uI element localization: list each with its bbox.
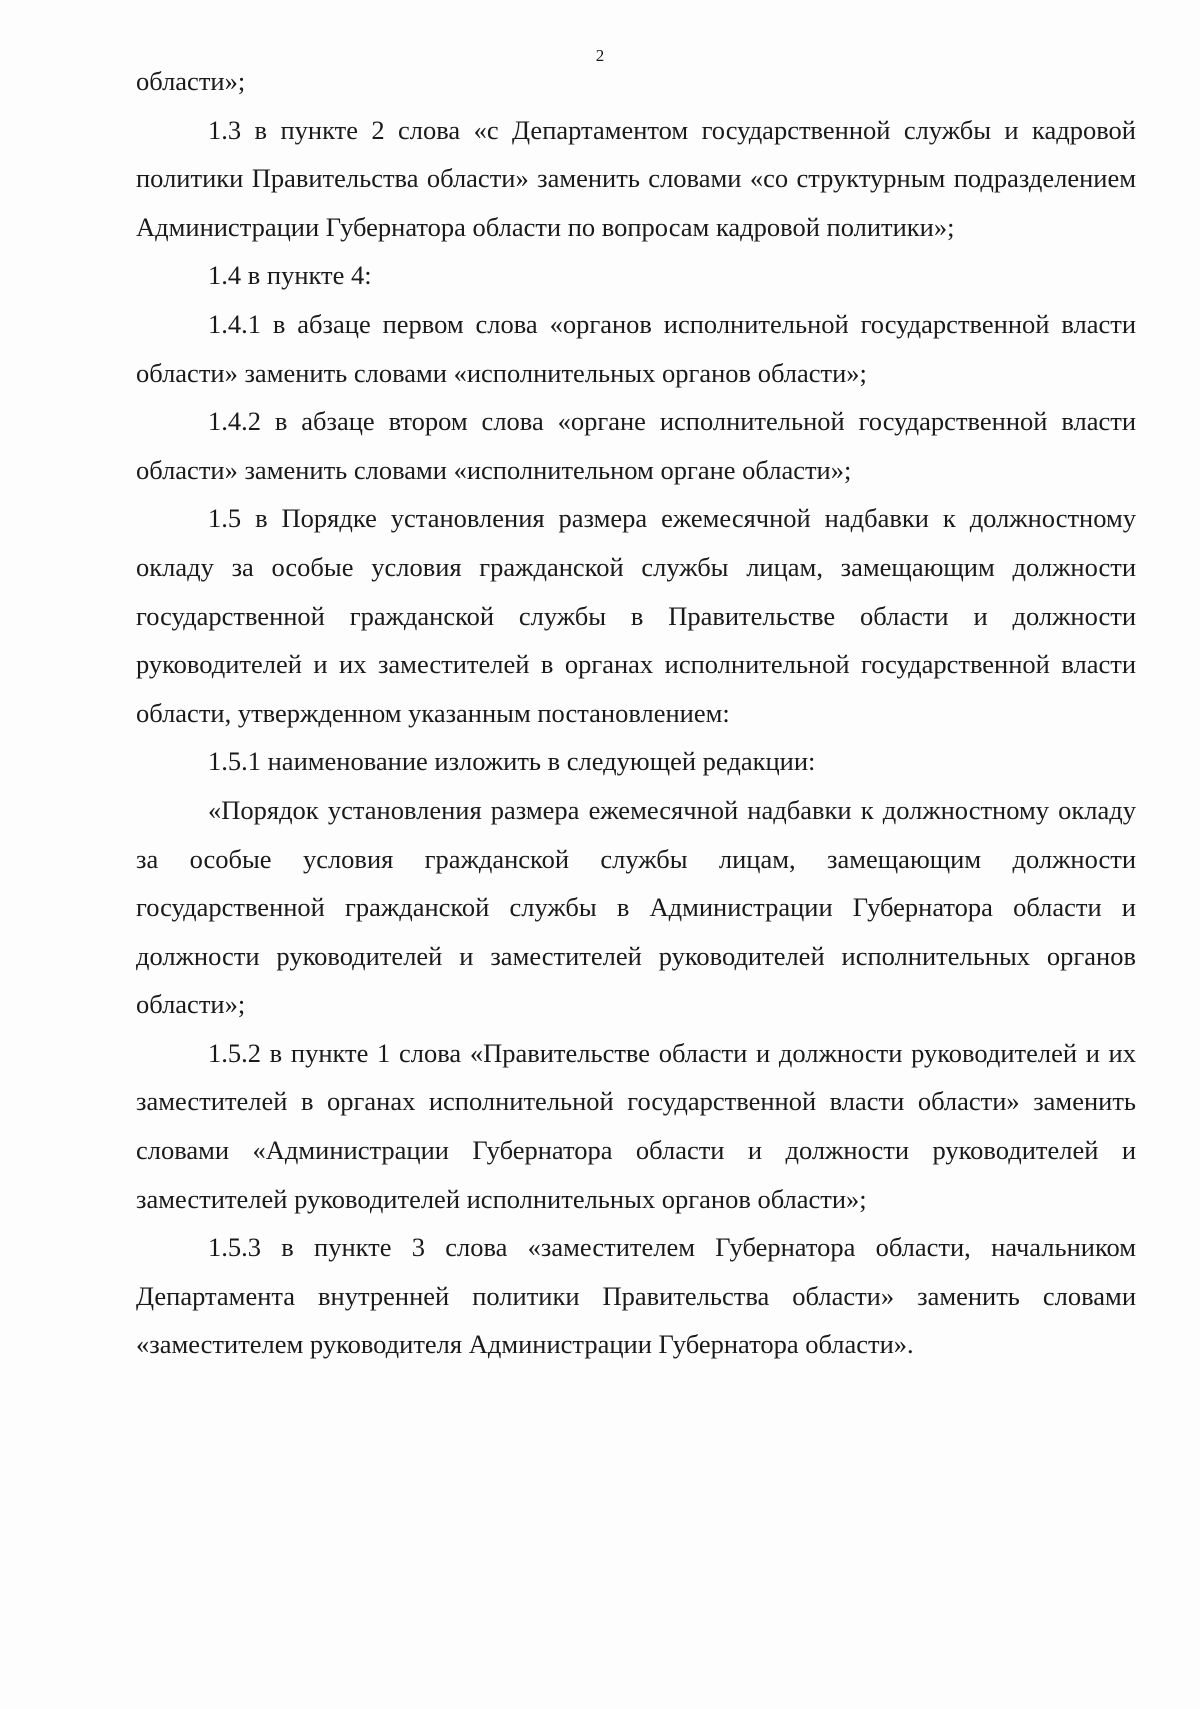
paragraph-1-3: 1.3 в пункте 2 слова «с Департаментом государственной службы и кадровой политики Правительства области» заменить словами «со структурным подразделением Администрации Губернатора области по вопросам кадровой политики»; xyxy=(136,114,1136,242)
paragraph-1-4-1: 1.4.1 в абзаце первом слова «органов исполнительной государственной власти области» заменить словами «исполнительных органов области»; xyxy=(136,308,1136,388)
paragraph-1-4: 1.4 в пункте 4: xyxy=(208,260,372,291)
paragraph-quoted-title: «Порядок установления размера ежемесячной надбавки к должностному окладу за особые условия гражданской службы лицам, замещающим должности государственной гражданской службы в Администрации Губернатора области и должности руководителей и заместителей руководителей исполнительных органов области»; xyxy=(136,794,1136,1020)
paragraph-1-5-1: 1.5.1 наименование изложить в следующей редакции: xyxy=(208,746,816,777)
document-body xyxy=(136,57,1136,1369)
page-number: 2 xyxy=(595,46,605,65)
paragraph-1-5: 1.5 в Порядке установления размера ежемесячной надбавки к должностному окладу за особые условия гражданской службы лицам, замещающим должности государственной гражданской службы в Правительстве области и должности руководителей и их заместителей в органах исполнительной государственной власти области, утвержденном указанным постановлением: xyxy=(136,503,1136,728)
paragraph-1-5-3: 1.5.3 в пункте 3 слова «заместителем Губернатора области, начальником Департамента внутренней политики Правительства области» заменить словами «заместителем руководителя Администрации Губернатора области». xyxy=(136,1232,1136,1360)
paragraph-continuation: области»; xyxy=(136,66,246,96)
paragraph-1-5-2: 1.5.2 в пункте 1 слова «Правительстве области и должности руководителей и их заместителей в органах исполнительной государственной власти области» заменить словами «Администрации Губернатора области и должности руководителей и заместителей руководителей исполнительных органов области»; xyxy=(136,1037,1136,1214)
paragraph-1-4-2: 1.4.2 в абзаце втором слова «органе исполнительной государственной власти области» заменить словами «исполнительном органе области»; xyxy=(136,406,1136,485)
